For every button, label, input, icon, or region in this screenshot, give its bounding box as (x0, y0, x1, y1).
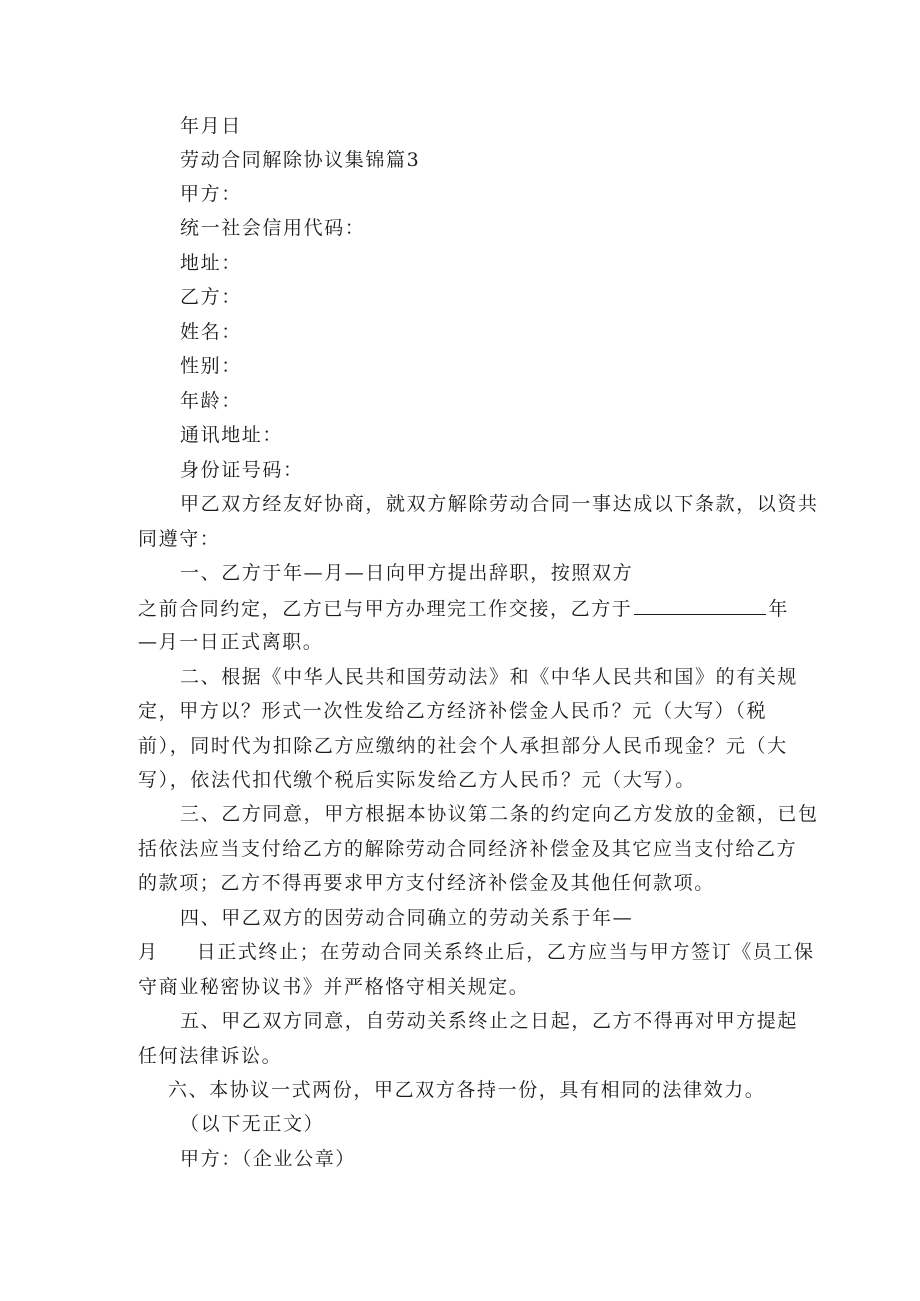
date-blank-field (634, 596, 766, 615)
clause-4-line-3: 守商业秘密协议书》并严格恪守相关规定。 (138, 976, 530, 998)
clause-2-line-4: 写），依法代扣代缴个税后实际发给乙方人民币？元（大写）。 (138, 769, 696, 791)
clause-1-line-3: —月一日正式离职。 (138, 631, 324, 653)
intro-line-1: 甲乙双方经友好协商，就双方解除劳动合同一事达成以下条款，以资共 (180, 493, 819, 515)
clause-3-line-3: 的款项；乙方不得再要求甲方支付经济补偿金及其他任何款项。 (138, 872, 715, 894)
clause-2-line-2: 定，甲方以？形式一次性发给乙方经济补偿金人民币？元（大写）（税 (138, 700, 768, 722)
party-a-signature: 甲方：（企业公章） (180, 1148, 356, 1170)
clause-2-line-3: 前），同时代为扣除乙方应缴纳的社会个人承担部分人民币现金？元（大 (138, 735, 788, 757)
party-b-label: 乙方： (180, 286, 242, 308)
clause-1-line-2-text: 之前合同约定，乙方已与甲方办理完工作交接，乙方于 (138, 598, 633, 620)
intro-line-2: 同遵守： (138, 528, 221, 550)
date-line: 年月日 (180, 115, 242, 137)
credit-code-label: 统一社会信用代码： (180, 217, 366, 239)
party-a-label: 甲方： (180, 183, 242, 205)
document-title: 劳动合同解除协议集锦篇3 (180, 149, 421, 171)
clause-6: 六、本协议一式两份，甲乙双方各持一份，具有相同的法律效力。 (168, 1079, 766, 1101)
name-label: 姓名： (180, 321, 242, 343)
clause-2-line-1: 二、根据《中华人民共和国劳动法》和《中华人民共和国》的有关规 (180, 666, 799, 688)
clause-3-line-2: 括依法应当支付给乙方的解除劳动合同经济补偿金及其它应当支付给乙方 (138, 838, 798, 860)
id-number-label: 身份证号码： (180, 459, 304, 481)
clause-4-month-text: 月 (138, 941, 159, 963)
clause-3-line-1: 三、乙方同意，甲方根据本协议第二条的约定向乙方发放的金额，已包 (180, 803, 819, 825)
mailing-address-label: 通讯地址： (180, 424, 284, 446)
address-label: 地址： (180, 252, 242, 274)
age-label: 年龄： (180, 390, 242, 412)
clause-5-line-2: 任何法律诉讼。 (138, 1045, 283, 1067)
clause-5-line-1: 五、甲乙双方同意，自劳动关系终止之日起，乙方不得再对甲方提起 (180, 1010, 799, 1032)
clause-4-line-1: 四、甲乙双方的因劳动合同确立的劳动关系于年— (180, 907, 634, 929)
clause-4-line-2 (138, 940, 815, 964)
closing-note: （以下无正文） (180, 1113, 325, 1135)
gender-label: 性别： (180, 355, 242, 377)
clause-1-line-2 (138, 596, 789, 621)
clause-4-line-2-text: 日正式终止；在劳动合同关系终止后，乙方应当与甲方签订《员工保 (196, 941, 815, 963)
clause-1-line-1: 一、乙方于年—月—日向甲方提出辞职，按照双方 (180, 562, 634, 584)
clause-1-year-text: 年 (768, 598, 790, 620)
